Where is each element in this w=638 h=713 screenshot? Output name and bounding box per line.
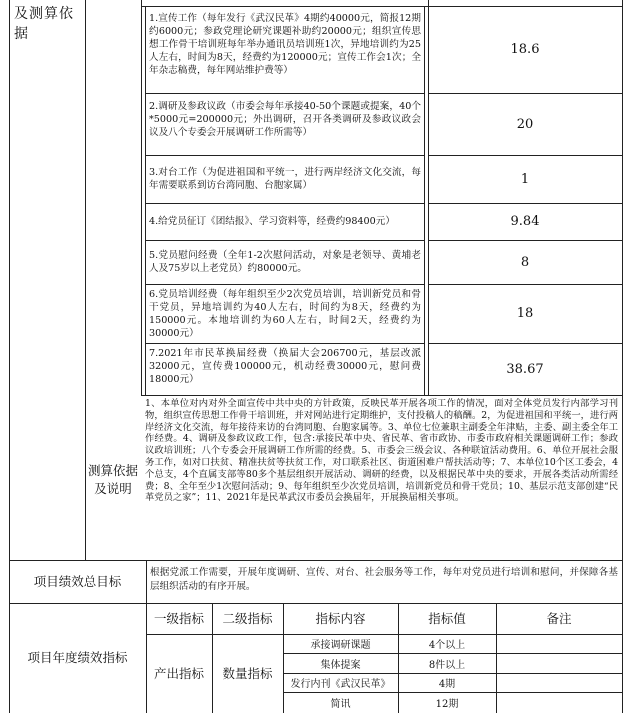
header-remark: 备注 (546, 610, 572, 626)
column-divider (141, 0, 142, 395)
budget-item-1-text: 1.宣传工作（每年发行《武汉民革》4期约40000元，简报12期约6000元；参政党理论研究课题补助约20000元；组织宣传思想工作骨干培训班每年举办通讯员培训班1次，异地培训约为25人左右，时间为8天，经费约为120000元；宣传工作会1次；全年杂志稿费，每年网站维护费等） (149, 13, 421, 76)
row-divider (145, 155, 424, 156)
indicator-row-1-content: 承接调研课题 (310, 640, 371, 651)
goal-label: 项目绩效总目标 (33, 573, 122, 589)
budget-item-4-text: 4.给党员征订《团结报》、学习资料等，经费约98400元） (149, 216, 395, 227)
budget-item-2-text: 2.调研及参政议政（市委会每年承接40-50个课题或提案，40个*5000元=200000元；外出调研，召开各类调研及参政议政会议及八个专委会开展调研工作所需等） (149, 101, 421, 138)
budget-item-1-value: 18.6 (510, 42, 540, 57)
row-divider (145, 93, 424, 94)
budget-item-5-text: 5.党员慰问经费（全年1-2次慰问活动，对象是老领导、黄埔老人及75岁以上老党员）约80000元。 (149, 250, 421, 274)
indicator-row-3-value: 4期 (438, 679, 456, 690)
column-divider (424, 6, 425, 395)
budget-item-3-text: 3.对台工作（为促进祖国和平统一，进行两岸经济文化交流，每年需要联系到访台湾同胞、台胞家属） (149, 167, 421, 191)
budget-item-3-value: 1 (520, 171, 530, 187)
indicator-row-4-value: 12期 (435, 699, 459, 710)
indicator-row-4-content: 简讯 (330, 699, 351, 710)
indicator-row-1-value: 4个以上 (428, 640, 466, 651)
header-level1: 一级指标 (153, 610, 204, 626)
row-divider (145, 284, 424, 285)
budget-item-6-value: 18 (516, 306, 534, 321)
budget-item-6-text: 6.党员培训经费（每年组织至少2次党员培训，培训新党员和骨干党员，异地培训约为40人左右，时间约为8天，经费约为150000元。本地培训约为60人左右，时间2天，经费约为30000元） (149, 289, 421, 339)
budget-item-7-text: 7.2021年市民革换届经费（换届大会206700元，基层改派32000元，宣传费100000元，机动经费30000元，慰问费18000元） (149, 348, 421, 385)
column-divider (85, 0, 86, 560)
budget-item-2-value: 20 (516, 116, 534, 132)
indicator-row-3-content: 发行内刊《武汉民革》 (290, 679, 391, 690)
indicator-row-2-content: 集体提案 (320, 659, 361, 671)
header-level2: 二级指标 (222, 610, 273, 626)
budget-item-5-value: 8 (520, 254, 530, 270)
row-divider (145, 240, 424, 241)
level2-quantity-indicator: 数量指标 (222, 665, 273, 681)
table-border-right (622, 0, 623, 713)
basis-label: 及测算依据 (14, 6, 74, 42)
budget-item-4-value: 9.84 (510, 214, 540, 229)
row-divider (145, 343, 424, 344)
column-divider (145, 6, 146, 395)
level1-output-indicator: 产出指标 (153, 665, 204, 681)
calc-basis-text: 1、本单位对内对外全面宣传中共中央的方针政策，反映民革开展各项工作的情况，面对全体党员发行内部学习刊物，组织宣传思想工作骨干培训班，并对网站进行定期维护，支付投稿人的稿酬。2，为促进祖国和平统一，进行两岸经济文化交流，每年接待来访的台湾同胞、台胞家属等。3、单位七位兼职主副委全年津贴，主委、副主委全年工作经费。4、调研及参政议政工作，包含:承接民革中央、省民革、省市政协、市委市政府相关课题调研工作；参政议政培训班；八个专委会开展调研工作所需的经费。5、市委会三级会议、各种联谊活动费用。6、单位开展社会服务工作，如对口扶贫、精准扶贫等扶贫工作，对口联系社区、街道困难户帮扶活动等；7、本单位10个区工委会，4个总支，4个直属支部等80多个基层组织开展活动、调研的经费，以及根据民革中央的要求，开展各类活动所需经费；8、全年至少1次慰问活动；9、每年组织至少次党员培训，培训新党员和骨干党员；10、基层示范支部创建“民革党员之家”；11、2021年是民革武汉市委员会换届年，开展换届相关事项。 (145, 398, 618, 504)
header-value: 指标值 (428, 610, 466, 626)
header-content: 指标内容 (315, 610, 366, 626)
indicator-row-2-value: 8件以上 (428, 659, 466, 671)
annual-label: 项目年度绩效指标 (27, 650, 128, 665)
budget-item-7-value: 38.67 (506, 361, 544, 377)
goal-text: 根据党派工作需要，开展年度调研、宣传、对台、社会服务等工作，每年对党员进行培训和慰问，并保障各基层组织活动的有序开展。 (150, 567, 618, 592)
calc-basis-label: 测算依据及说明 (88, 463, 139, 496)
row-divider (141, 395, 622, 396)
row-divider (145, 203, 424, 204)
